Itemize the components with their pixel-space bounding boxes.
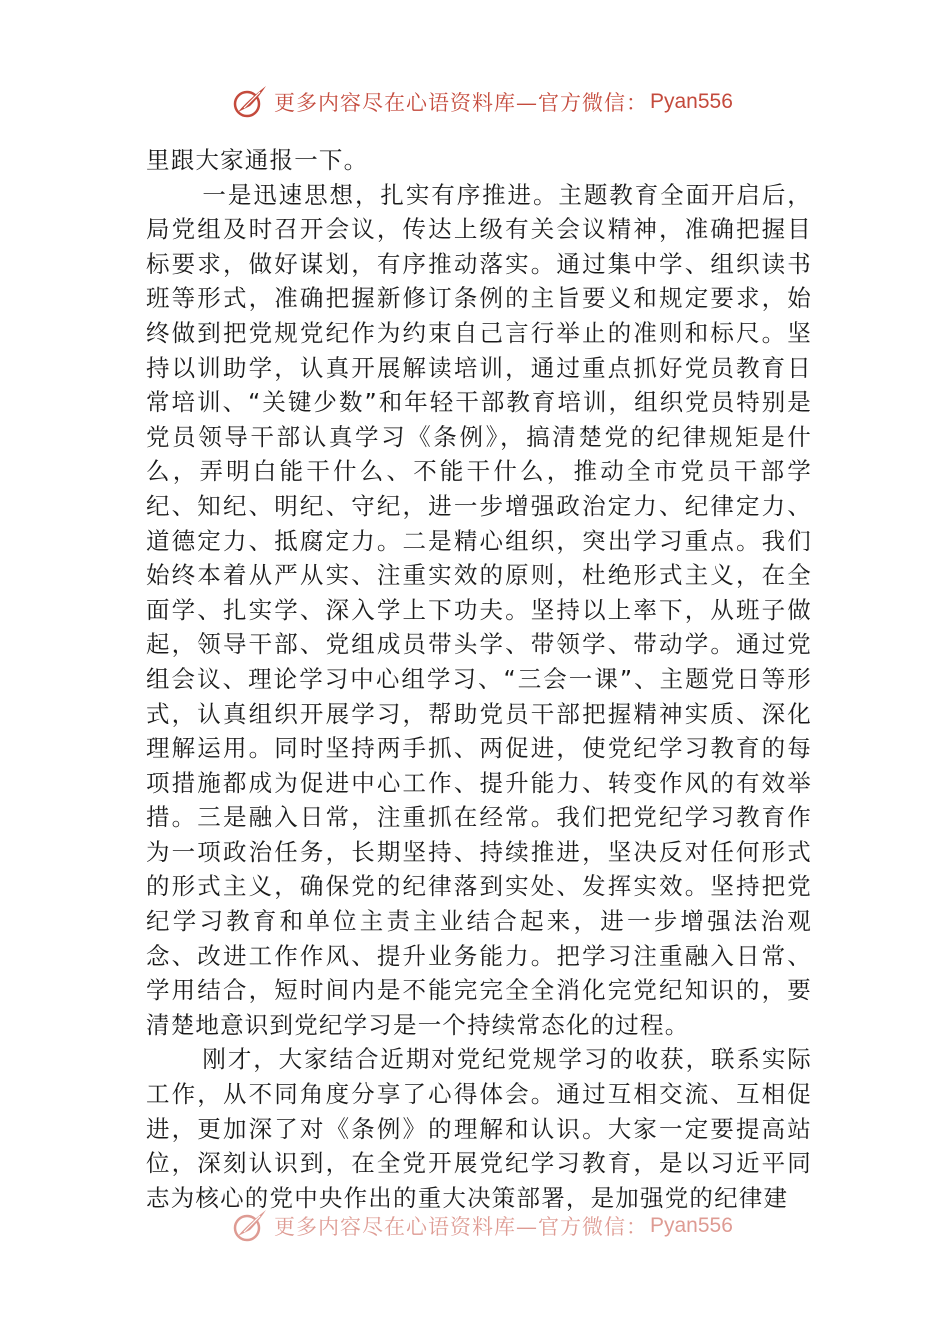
paragraph-continuation: 里跟大家通报一下。 [146, 146, 369, 174]
watermark-wechat-id: Pyan556 [650, 90, 733, 113]
quill-logo-icon [230, 1206, 270, 1246]
footer-watermark [230, 1206, 733, 1246]
watermark-text: 更多内容尽在心语资料库—官方微信： [274, 1215, 648, 1239]
watermark-wechat-id: Pyan556 [650, 1214, 733, 1237]
header-watermark [230, 82, 733, 122]
document-body [146, 143, 812, 1215]
paragraph-main: 一是迅速思想，扎实有序推进。主题教育全面开启后，局党组及时召开会议，传达上级有关会议精神，准确把握目标要求，做好谋划，有序推动落实。通过集中学、组织读书班等形式，准确把握新修订条例的主旨要义和规定要求，始终做到把党规党纪作为约束自己言行举止的准则和标尺。坚持以训助学，认真开展解读培训，通过重点抓好党员教育日常培训、“关键少数”和年轻干部教育培训，组织党员特别是党员领导干部认真学习《条例》，搞清楚党的纪律规矩是什么，弄明白能干什么、不能干什么，推动全市党员干部学纪、知纪、明纪、守纪，进一步增强政治定力、纪律定力、道德定力、抵腐定力。二是精心组织，突出学习重点。我们始终本着从严从实、注重实效的原则，杜绝形式主义，在全面学、扎实学、深入学上下功夫。坚持以上率下，从班子做起，领导干部、党组成员带头学、带领学、带动学。通过党组会议、理论学习中心组学习、“三会一课”、主题党日等形式，认真组织开展学习，帮助党员干部把握精神实质、深化理解运用。同时坚持两手抓、两促进，使党纪学习教育的每项措施都成为促进中心工作、提升能力、转变作风的有效举措。三是融入日常，注重抓在经常。我们把党纪学习教育作为一项政治任务，长期坚持、持续推进，坚决反对任何形式的形式主义，确保党的纪律落到实处、发挥实效。坚持把党纪学习教育和单位主责主业结合起来，进一步增强法治观念、改进工作作风、提升业务能力。把学习注重融入日常、学用结合，短时间内是不能完完全全消化完党纪知识的，要清楚地意识到党纪学习是一个持续常态化的过程。 [146, 180, 812, 1039]
paragraph-closing: 刚才，大家结合近期对党纪党规学习的收获，联系实际工作，从不同角度分享了心得体会。通过互相交流、互相促进，更加深了对《条例》的理解和认识。大家一定要提高站位，深刻认识到，在全党开展党纪学习教育，是以习近平同志为核心的党中央作出的重大决策部署，是加强党的纪律建 [146, 1045, 812, 1212]
quill-logo-icon [230, 82, 270, 122]
watermark-text: 更多内容尽在心语资料库—官方微信： [274, 91, 648, 115]
